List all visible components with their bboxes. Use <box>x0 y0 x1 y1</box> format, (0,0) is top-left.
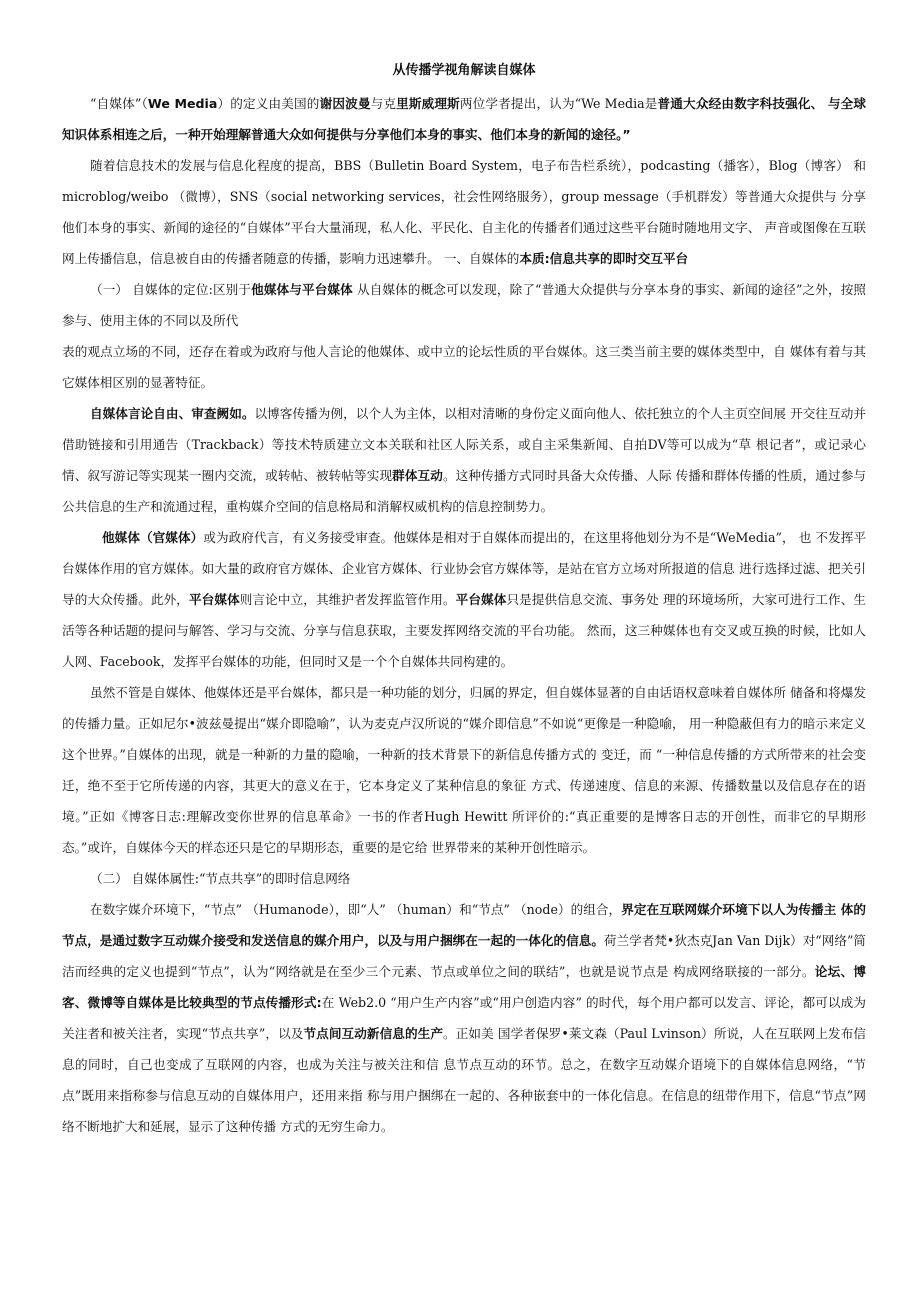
page-title: 从传播学视角解读自媒体 <box>392 63 536 78</box>
text-run: 。这种传播方式同时具备大众传播、人际 传播和群体传播的性质，通过参与公共信息的生产和流通过程，重构媒介空间的信息格局和消解权威机构的信息控制势力。 <box>62 468 866 514</box>
paragraph-media-types: 表的观点立场的不同，还存在着或为政府与他人言论的他媒体、或中立的论坛性质的平台媒体。这三类当前主要的媒体类型中，自 媒体有着与其它媒体相区别的显著特征。 <box>62 344 866 390</box>
section-heading-2: （二） 自媒体属性:“节点共享”的即时信息网络 <box>90 871 351 886</box>
text-bold: 自媒体言论自由、审查阙如。 <box>90 406 255 421</box>
text-bold: 他媒体与平台媒体 <box>251 282 353 297</box>
text-bold: 本质:信息共享的即时交互平台 <box>519 251 689 266</box>
text-bold: 群体互动 <box>392 468 443 483</box>
paragraph-node-network <box>62 894 866 1142</box>
text-run: 在数字媒介环境下，“节点” （Humanode），即“人” （human）和“节点” （node）的组合， <box>90 902 622 917</box>
text-run: 与克 <box>370 96 397 111</box>
text-bold: 平台媒体 <box>455 592 507 607</box>
text-run: 在 Web2.0 “用户生产内容”或“用户创造内容” 的时代，每个用户都可以发言、评论，都可以成为关注者和被关注者，实现“节点共享”，以及 <box>62 995 866 1041</box>
text-run: 从自媒体的概念可以发现，除了“普通大众提供与分享本身的事实、新闻的途径”之外，按照参与、使用主体的不同以及所代 <box>62 282 867 328</box>
text-run: 荷兰学者梵•狄杰克Jan Van Dijk）对“网络”简洁而经典的定义也提到“节点”，认为“网络就是在至少三个元素、节点或单位之间的联结”，也就是说节点是 构成网络联接的一部分。 <box>62 933 866 979</box>
text-bold: 他媒体（官媒体） <box>102 530 204 545</box>
text-run: 则言论中立，其维护者发挥监管作用。 <box>239 592 456 607</box>
paragraph-definition <box>62 88 866 150</box>
text-run: ）的定义由美国的 <box>217 96 320 111</box>
paragraph-other-media <box>62 522 866 677</box>
text-run: 两位学者提出，认为“We Media是 <box>459 96 658 111</box>
text-run: 随着信息技术的发展与信息化程度的提高，BBS（Bulletin Board System，电子布告栏系统），podcasting（播客），Blog（博客） 和microblog/weibo （微博），SNS（social networking services，社会性网络服务），group message（手机群发）等普通大众提供与 分享他们本身的事实、新闻的途径的“自媒体”平台大量涌现，私人化、平民化、自主化的传播者们通过这些平台随时随地用文字、 声音或图像在互联网上传播信息，信息被自由的传播者随意的传播，影响力迅速攀升。 一、自媒体的 <box>62 158 866 266</box>
text-bold: 论坛、博客、微博等自媒体是比较典型的节点传播形式: <box>62 964 866 1010</box>
text-run: 只是提供信息交流、事务处 理的环境场所，大家可进行工作、生活等各种话题的提问与解答、学习与交流、分享与信息获取，主要发挥网络交流的平台功能。 然而，这三种媒体也有交叉或互换的时候，比如人人网、Facebook，发挥平台媒体的功能，但同时又是一个个自媒体共同构建的。 <box>62 592 867 669</box>
text-bold: 节点间互动新信息的生产 <box>303 1026 444 1041</box>
text-bold: 平台媒体 <box>188 592 240 607</box>
text-bold: 界定在互联网媒介环境下以人为传播主 体的节点，是通过数字互动媒介接受和发送信息的媒介用户，以及与用户捆绑在一起的一体化的信息。 <box>62 902 866 948</box>
text-bold: 里斯威理斯 <box>396 96 460 111</box>
text-run: 或为政府代言，有义务接受审查。他媒体是相对于自媒体而提出的，在这里将他划分为不是“WeMedia”， 也 不发挥平台媒体作用的官方媒体。如大量的政府官方媒体、企业官方媒体、行业协会官方媒体等，是站在官方立场对所报道的信息 进行选择过滤、把关引导的大众传播。此外， <box>62 530 867 607</box>
text-run: 以博客传播为例，以个人为主体，以相对清晰的身份定义面向他人、依托独立的个人主页空间展 开交往互动并借助链接和引用通告（Trackback）等技术特质建立文本关联和社区人际关系，或自主采集新闻、自拍DV等可以成为“草 根记者”，或记录心情、叙写游记等实现某一圈内交流，或转帖、被转帖等实现 <box>62 406 866 483</box>
text-run: （一） 自媒体的定位:区别于 <box>90 282 252 297</box>
paragraph-section-1 <box>62 274 866 336</box>
paragraph-metaphor: 虽然不管是自媒体、他媒体还是平台媒体，都只是一种功能的划分，归属的界定，但自媒体显著的自由话语权意味着自媒体所 储备和将爆发的传播力量。正如尼尔•波兹曼提出“媒介即隐喻”，认为麦克卢汉所说的“媒介即信息”不如说“更像是一种隐喻， 用一种隐蔽但有力的暗示来定义这个世界。”自媒体的出现，就是一种新的力量的隐喻，一种新的技术背景下的新信息传播方式的 变迁，而 “一种信息传播的方式所带来的社会变迁，绝不至于它所传递的内容，其更大的意义在于，它本身定义了某种信息的象征 方式、传递速度、信息的来源、传播数量以及信息存在的语境。”正如《博客日志:理解改变你世界的信息革命》一书的作者Hugh Hewitt 所评价的:“真正重要的是博客日志的开创性，而非它的早期形态。”或许，自媒体今天的样态还只是它的早期形态，重要的是它给 世界带来的某种开创性暗示。 <box>62 685 866 855</box>
text-bold: We Media <box>147 96 218 111</box>
paragraph-self-media <box>62 398 866 522</box>
text-run: “自媒体”（ <box>90 96 148 111</box>
text-run: 。正如美 国学者保罗•莱文森（Paul Lvinson）所说，人在互联网上发布信息的同时，自己也变成了互联网的内容，也成为关注与被关注和信 息节点互动的环节。总之，在数字互动媒介语境下的自媒体信息网络，“节点”既用来指称参与信息互动的自媒体用户，还用来指 称与用户捆绑在一起的、各种嵌套中的一体化信息。在信息的纽带作用下，信息“节点”网络不断地扩大和延展，显示了这种传播 方式的无穷生命力。 <box>62 1026 866 1134</box>
text-bold: 谢因波曼 <box>319 96 371 111</box>
text-bold: 普通大众经由数字科技强化、 与全球知识体系相连之后，一种开始理解普通大众如何提供与分享他们本身的事实、他们本身的新闻的途径。” <box>62 96 867 142</box>
paragraph-background <box>62 150 866 274</box>
